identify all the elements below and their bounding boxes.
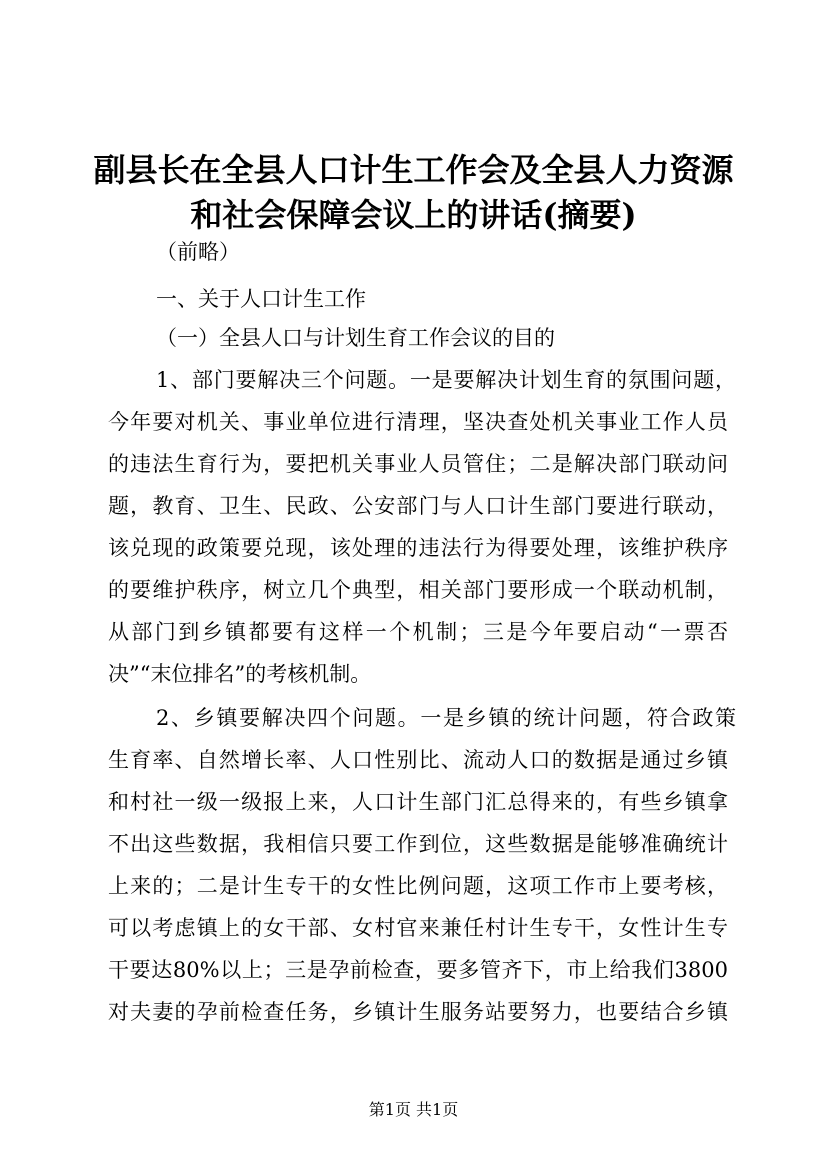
body-line: 对夫妻的孕前检查任务，乡镇计生服务站要努力，也要结合乡镇 (108, 1000, 728, 1024)
body-line: 上来的；二是计生专干的女性比例问题，这项工作市上要考核， (108, 874, 728, 898)
body-line: 的要维护秩序，树立几个典型，相关部门要形成一个联动机制， (108, 578, 728, 602)
body-line: 干要达80%以上；三是孕前检查，要多管齐下，市上给我们3800 (108, 958, 728, 982)
body-line: 今年要对机关、事业单位进行清理，坚决查处机关事业工作人员 (108, 410, 728, 434)
document-title-line-1: 副县长在全县人口计生工作会及全县人力资源 (93, 151, 734, 189)
subsection-heading: （一）全县人口与计划生育工作会议的目的 (156, 326, 555, 350)
body-line: 2、乡镇要解决四个问题。一是乡镇的统计问题，符合政策 (156, 706, 736, 730)
body-line: 和村社一级一级报上来，人口计生部门汇总得来的，有些乡镇拿 (108, 790, 728, 814)
page-number-footer: 第1页 共1页 (368, 1100, 459, 1119)
body-line: 从部门到乡镇都要有这样一个机制；三是今年要启动“一票否 (108, 620, 728, 644)
body-line: 1、部门要解决三个问题。一是要解决计划生育的氛围问题， (156, 368, 736, 392)
body-line: 题，教育、卫生、民政、公安部门与人口计生部门要进行联动， (108, 494, 728, 518)
body-line: 可以考虑镇上的女干部、女村官来兼任村计生专干，女性计生专 (108, 916, 728, 940)
body-line: 不出这些数据，我相信只要工作到位，这些数据是能够准确统计 (108, 832, 728, 856)
body-line: 该兑现的政策要兑现，该处理的违法行为得要处理，该维护秩序 (108, 536, 728, 560)
preamble-note: （前略） (156, 240, 240, 264)
document-title-line-2: 和社会保障会议上的讲话(摘要) (190, 196, 637, 234)
body-line: 生育率、自然增长率、人口性别比、流动人口的数据是通过乡镇 (108, 748, 728, 772)
body-line: 的违法生育行为，要把机关事业人员管住；二是解决部门联动问 (108, 452, 728, 476)
section-heading: 一、关于人口计生工作 (156, 287, 366, 311)
body-line: 决”“末位排名”的考核机制。 (108, 662, 372, 686)
